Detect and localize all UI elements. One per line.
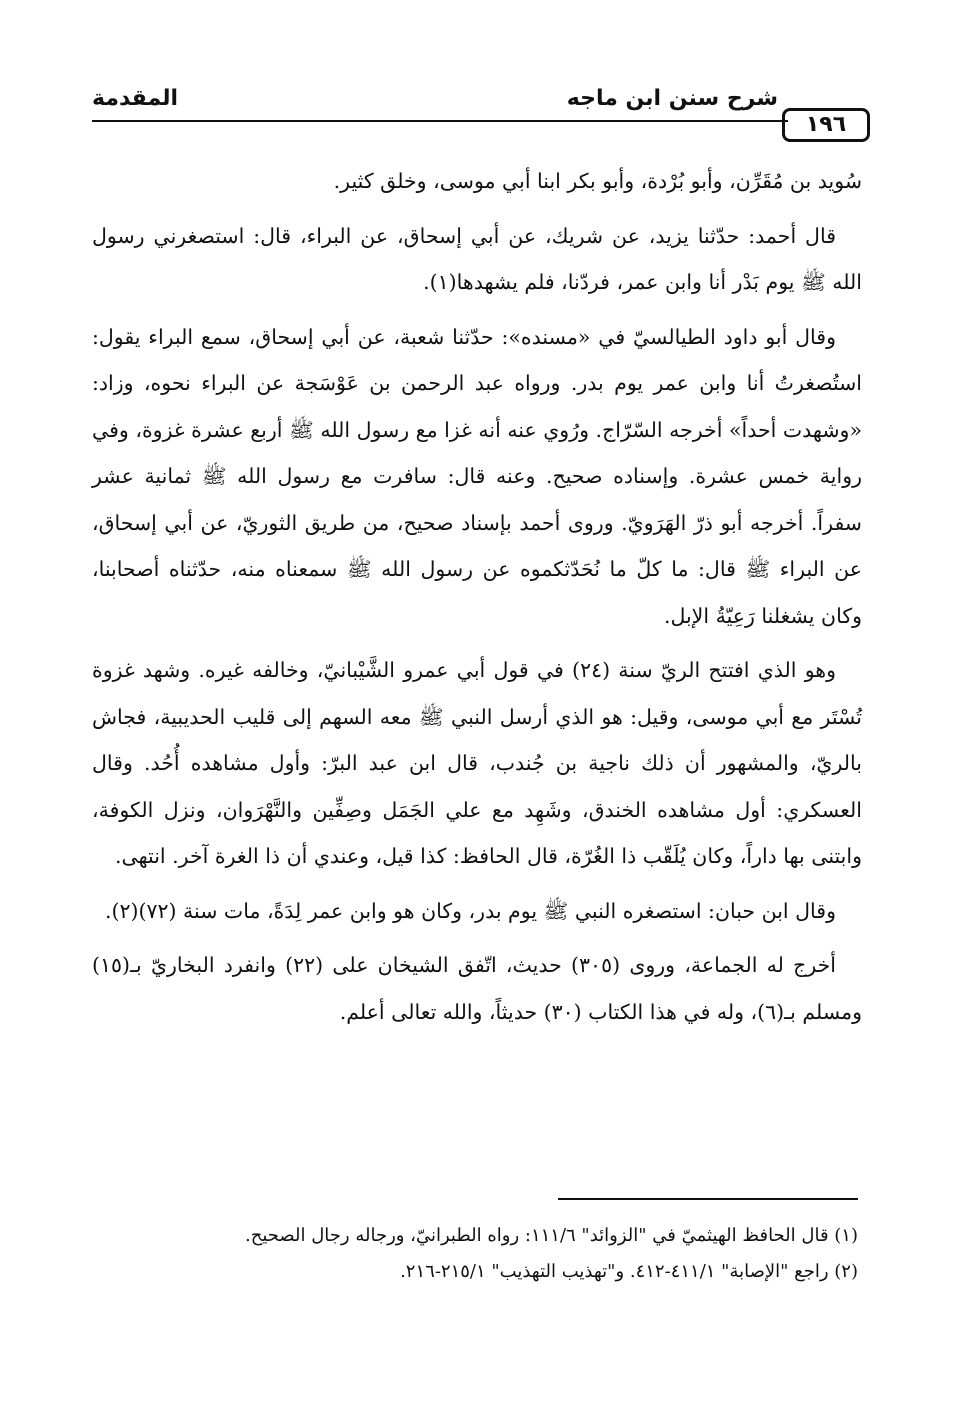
main-text bbox=[92, 158, 862, 1043]
paragraph: وقال أبو داود الطيالسيّ في «مسنده»: حدّثنا شعبة، عن أبي إسحاق، سمع البراء يقول: استُصغرتُ أنا وابن عمر يوم بدر. ورواه عبد الرحمن بن عَوْسَجة عن البراء نحوه، وزاد: «وشهدت أحداً» أخرجه السّرّاج. ورُوي عنه أنه غزا مع رسول الله ﷺ أربع عشرة غزوة، وفي رواية خمس عشرة. وإسناده صحيح. وعنه قال: سافرت مع رسول الله ﷺ ثمانية عشر سفراً. أخرجه أبو ذرّ الهَرَويّ. وروى أحمد بإسناد صحيح، من طريق الثوريّ، عن أبي إسحاق، عن البراء ﷺ قال: ما كلّ ما نُحَدّثكموه عن رسول الله ﷺ سمعناه منه، حدّثناه أصحابنا، وكان يشغلنا رَعِيّةُ الإبل. bbox=[92, 324, 862, 628]
footnote: (٢) راجع "الإصابة" ٤١١/١-٤١٢. و"تهذيب التهذيب" ٢١٥/١-٢١٦. bbox=[400, 1261, 858, 1282]
footnotes bbox=[92, 1218, 858, 1290]
paragraph: وقال ابن حبان: استصغره النبي ﷺ يوم بدر، وكان هو وابن عمر لِدَةً، مات سنة (٧٢)(٢). bbox=[104, 898, 836, 923]
footnote: (١) قال الحافظ الهيثميّ في "الزوائد" ١١١/٦: رواه الطبرانيّ، ورجاله رجال الصحيح. bbox=[245, 1225, 858, 1246]
book-title: شرح سنن ابن ماجه bbox=[566, 86, 778, 111]
section-title: المقدمة bbox=[92, 86, 179, 111]
page-header bbox=[92, 78, 870, 137]
paragraph: قال أحمد: حدّثنا يزيد، عن شريك، عن أبي إسحاق، عن البراء، قال: استصغرني رسول الله ﷺ يوم بَدْر أنا وابن عمر، فردّنا، فلم يشهدها(١). bbox=[92, 223, 862, 294]
footnote-separator bbox=[558, 1198, 858, 1200]
paragraph: وهو الذي افتتح الريّ سنة (٢٤) في قول أبي عمرو الشَّيْبانيّ، وخالفه غيره. وشهد غزوة تُسْتَر مع أبي موسى، وقيل: هو الذي أرسل النبي ﷺ معه السهم إلى قليب الحديبية، فجاش بالريّ، والمشهور أن ذلك ناجية بن جُندب، قال ابن عبد البرّ: وأول مشاهده أُحُد. وقال العسكري: أول مشاهده الخندق، وشَهِد مع علي الجَمَل وصِفِّين والنَّهْرَوان، ونزل الكوفة، وابتنى بها داراً، وكان يُلَقّب ذا الغُرّة، قال الحافظ: كذا قيل، وعندي أن ذا الغرة آخر. انتهى. bbox=[92, 658, 862, 868]
paragraph: أخرج له الجماعة، وروى (٣٠٥) حديث، اتّفق الشيخان على (٢٢) وانفرد البخاريّ بـ(١٥) ومسلم بـ(٦)، وله في هذا الكتاب (٣٠) حديثاً، والله تعالى أعلم. bbox=[92, 953, 862, 1024]
paragraph: سُويد بن مُقَرِّن، وأبو بُرْدة، وأبو بكر ابنا أبي موسى، وخلق كثير. bbox=[333, 169, 862, 193]
page-number: ١٩٦ bbox=[782, 108, 870, 142]
header-rule bbox=[92, 120, 788, 122]
